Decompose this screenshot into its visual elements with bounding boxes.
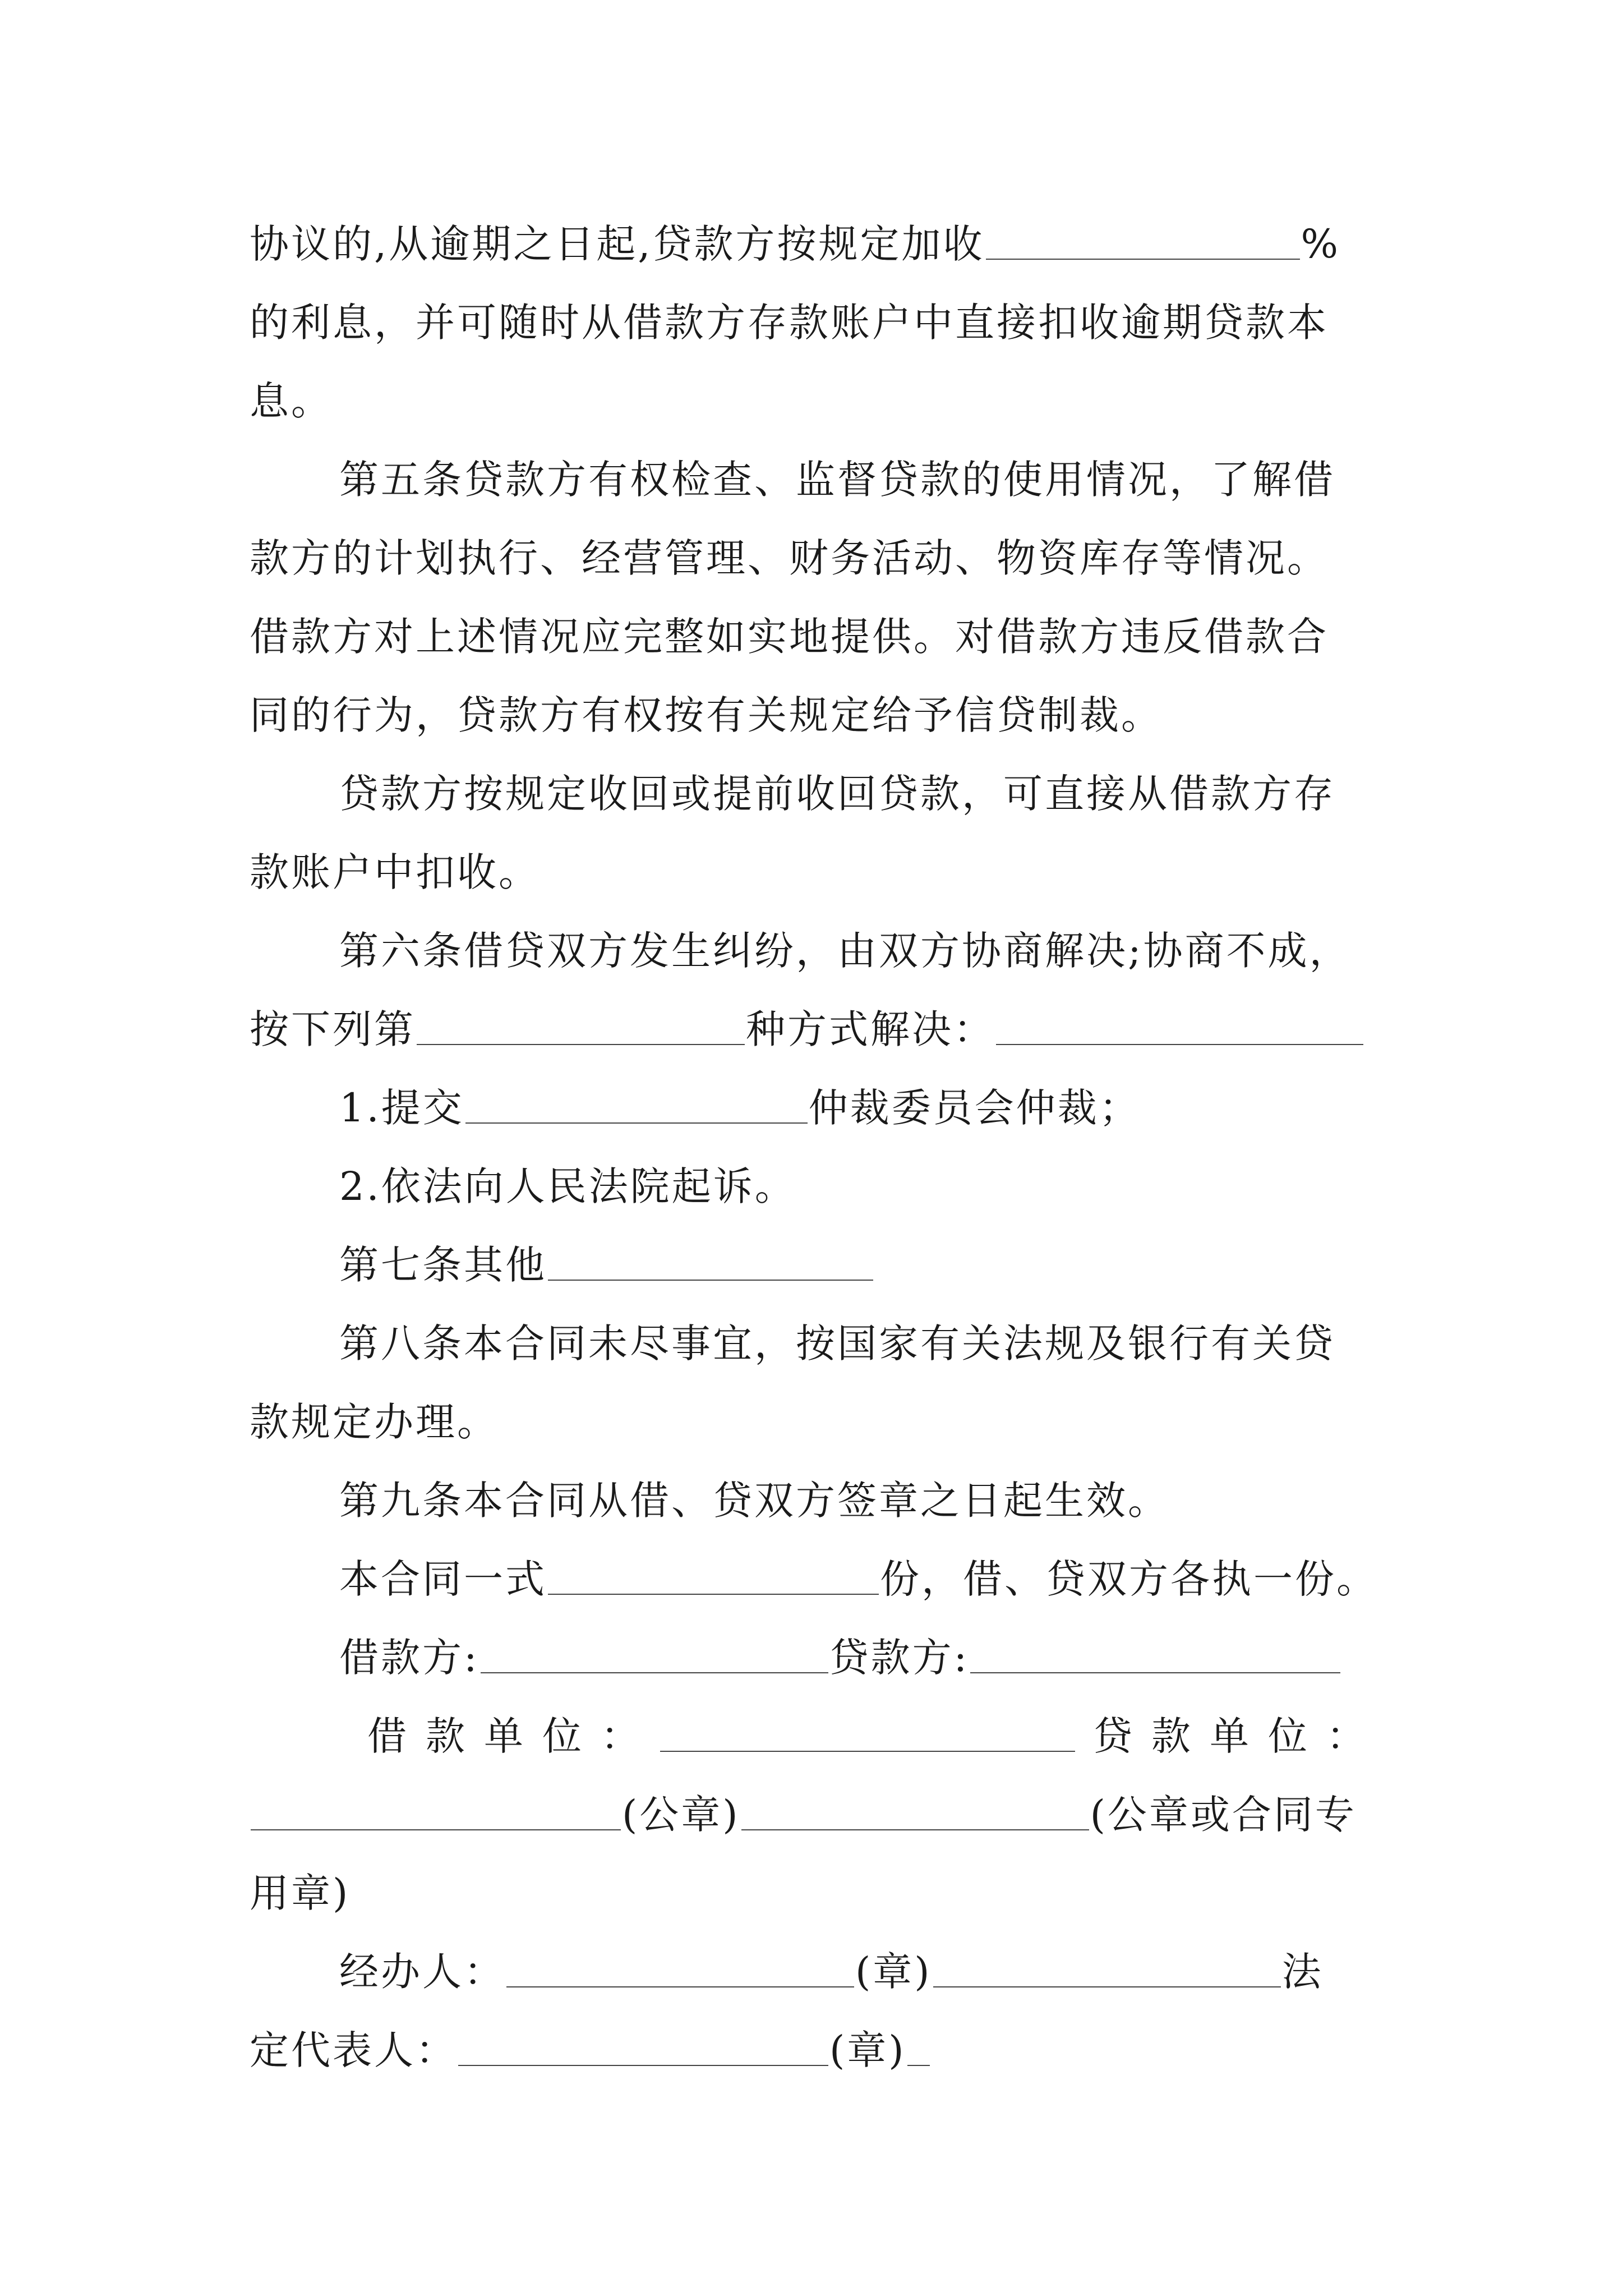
signature-units: 借款单位： 贷款单位： bbox=[367, 1691, 1385, 1781]
text-line: 贷款方按规定收回或提前收回贷款，可直接从借款方存 bbox=[339, 771, 1335, 817]
blank-field[interactable] bbox=[417, 1005, 745, 1045]
text-line: 2.依法向人民法院起诉。 bbox=[339, 1163, 796, 1209]
blank-field[interactable] bbox=[548, 1240, 873, 1281]
text-line: 的利息，并可随时从借款方存款账户中直接扣收逾期贷款本 bbox=[250, 300, 1329, 346]
blank-field[interactable] bbox=[970, 1633, 1340, 1673]
blank-field[interactable] bbox=[251, 1790, 621, 1830]
blank-field[interactable] bbox=[933, 1947, 1281, 1987]
blank-field[interactable] bbox=[481, 1633, 828, 1673]
handler-line: 经办人： (章) 法 bbox=[339, 1927, 1324, 2017]
blank-field[interactable] bbox=[465, 1083, 808, 1124]
text-line: 款账户中扣收。 bbox=[250, 849, 540, 895]
blank-field[interactable] bbox=[986, 219, 1300, 260]
text-line: 借款方对上述情况应完整如实地提供。对借款方违反借款合 bbox=[250, 614, 1329, 660]
blank-field[interactable] bbox=[458, 2026, 828, 2066]
blank-field[interactable] bbox=[741, 1790, 1089, 1830]
article-7-heading: 第七条其他 bbox=[339, 1220, 874, 1310]
text-line: 同的行为，贷款方有权按有关规定给予信贷制裁。 bbox=[250, 692, 1163, 738]
blank-field[interactable] bbox=[660, 1711, 1075, 1752]
text-line: 按下列第 种方式解决： bbox=[250, 984, 1364, 1074]
blank-field[interactable] bbox=[907, 2026, 930, 2066]
text-line: 款规定办理。 bbox=[250, 1399, 499, 1445]
blank-field[interactable] bbox=[506, 1947, 854, 1987]
text-line: 息。 bbox=[250, 378, 333, 424]
article-5-heading: 第五条贷款方有权检查、监督贷款的使用情况，了解借 bbox=[339, 457, 1335, 503]
legal-rep-line: 定代表人： (章) bbox=[250, 2005, 931, 2095]
article-8-heading: 第八条本合同未尽事宜，按国家有关法规及银行有关贷 bbox=[339, 1320, 1335, 1366]
article-9-heading: 第九条本合同从借、贷双方签章之日起生效。 bbox=[339, 1478, 1169, 1524]
blank-field[interactable] bbox=[996, 1005, 1363, 1045]
seal-line: (公章) (公章或合同专 bbox=[250, 1770, 1357, 1860]
text-line: 协议的,从逾期之日起,贷款方按规定加收 % bbox=[250, 199, 1340, 289]
text-line: 用章) bbox=[250, 1870, 351, 1916]
text-line: 1.提交 仲裁委员会仲裁； bbox=[339, 1063, 1141, 1153]
text-line: 本合同一式 份，借、贷双方各执一份。 bbox=[339, 1534, 1378, 1624]
signature-parties: 借款方: 贷款方: bbox=[339, 1613, 1341, 1703]
blank-field[interactable] bbox=[548, 1554, 879, 1595]
article-6-heading: 第六条借贷双方发生纠纷，由双方协商解决;协商不成， bbox=[339, 928, 1351, 974]
text-line: 款方的计划执行、经营管理、财务活动、物资库存等情况。 bbox=[250, 535, 1329, 581]
